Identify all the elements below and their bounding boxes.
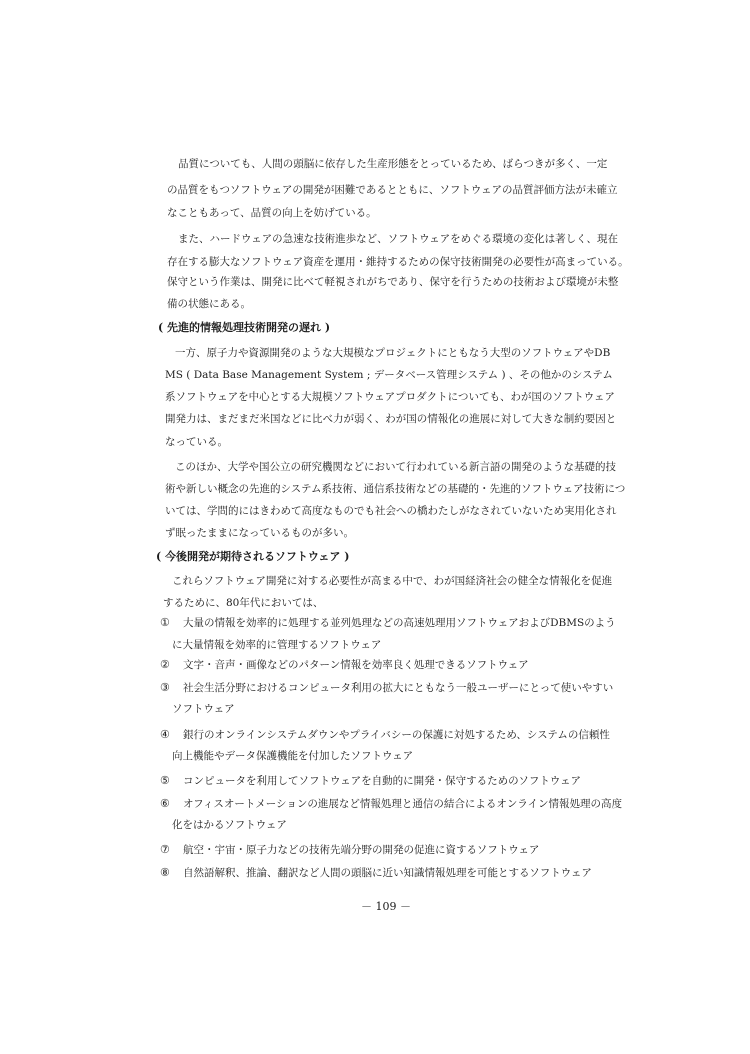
body-text-line: いては、学問的にはきわめて高度なものでも社会への橋わたしがなされていないため実用化され <box>165 505 617 517</box>
list-item-text: 銀行のオンラインシステムダウンやプライバシーの保護に対処するため、システムの信頼性 <box>183 729 610 741</box>
list-item-text: 文字・音声・画像などのパターン情報を効率良く処理できるソフトウェア <box>183 659 529 671</box>
list-item-marker: ⑦ <box>160 843 170 856</box>
section-heading: ( 今後開発が期待されるソフトウェア ) <box>156 550 350 563</box>
body-text-line: 保守という作業は、開発に比べて軽視されがちであり、保守を行うための技術および環境が未整 <box>167 276 619 288</box>
body-text-line: MS ( Data Base Management System ; データベース管理システム ) 、その他かのシステム <box>165 369 613 381</box>
body-text-line: なっている。 <box>165 436 228 448</box>
list-item-text: 大量の情報を効率的に処理する並列処理などの高速処理用ソフトウェアおよびDBMSのよう <box>183 617 616 629</box>
list-item-text: 航空・宇宙・原子力などの技術先端分野の開発の促進に資するソフトウェア <box>183 844 540 856</box>
list-item-text: 化をはかるソフトウェア <box>172 819 287 831</box>
list-item-marker: ① <box>160 616 170 629</box>
list-item-marker: ② <box>160 658 170 671</box>
list-item-text: 向上機能やデータ保護機能を付加したソフトウェア <box>172 750 414 762</box>
list-item-text: 自然語解釈、推論、翻訳など人間の頭脳に近い知識情報処理を可能とするソフトウェア <box>183 867 592 879</box>
body-text-line: 備の状態にある。 <box>167 298 251 310</box>
body-text-line: また、ハードウェアの急速な技術進歩など、ソフトウェアをめぐる環境の変化は著しく、現在 <box>178 233 618 245</box>
body-text-line: 系ソフトウェアを中心とする大規模ソフトウェアプロダクトについても、わが国のソフトウェア <box>165 391 615 403</box>
list-item-marker: ⑧ <box>160 866 170 879</box>
list-item-marker: ⑤ <box>160 774 170 787</box>
body-text-line: これらソフトウェア開発に対する必要性が高まる中で、わが国経済社会の健全な情報化を促進 <box>172 575 613 587</box>
body-text-line: ず眠ったままになっているものが多い。 <box>165 527 354 539</box>
body-text-line: 存在する膨大なソフトウェア資産を運用・維持するための保守技術開発の必要性が高まっている。 <box>167 256 629 268</box>
list-item-marker: ⑥ <box>160 797 170 810</box>
body-text-line: なこともあって、品質の向上を妨げている。 <box>167 207 377 219</box>
list-item-text: 社会生活分野におけるコンピュータ利用の拡大にともなう一般ユーザーにとって使いやすい <box>183 682 614 694</box>
page-number: － 109 － <box>361 900 411 913</box>
body-text-line: 術や新しい概念の先進的システム系技術、通信系技術などの基礎的・先進的ソフトウェア技術につ <box>165 483 626 495</box>
section-heading: ( 先進的情報処理技術開発の遅れ ) <box>158 321 331 334</box>
body-text-line: の品質をもつソフトウェアの開発が困難であるとともに、ソフトウェアの品質評価方法が未確立 <box>167 184 618 196</box>
body-text-line: 品質についても、人間の頭脳に依存した生産形態をとっているため、ばらつきが多く、一定 <box>178 158 608 170</box>
body-text-line: このほか、大学や国公立の研究機関などにおいて行われている新言語の開発のような基礎的技 <box>175 461 616 473</box>
body-text-line: するために、80年代においては、 <box>163 597 324 609</box>
body-text-line: 一方、原子力や資源開発のような大規模なプロジェクトにともなう大型のソフトウェアやDB <box>175 347 611 359</box>
list-item-text: オフィスオートメーションの進展など情報処理と通信の結合によるオンライン情報処理の高度 <box>183 798 623 810</box>
list-item-marker: ④ <box>160 728 170 741</box>
body-text-line: 開発力は、まだまだ米国などに比べ力が弱く、わが国の情報化の進展に対して大きな制約要因と <box>165 413 617 425</box>
list-item-text: に大量情報を効率的に管理するソフトウェア <box>172 639 382 651</box>
list-item-text: コンピュータを利用してソフトウェアを自動的に開発・保守するためのソフトウェア <box>183 775 581 787</box>
list-item-text: ソフトウェア <box>172 703 235 715</box>
list-item-marker: ③ <box>160 681 170 694</box>
